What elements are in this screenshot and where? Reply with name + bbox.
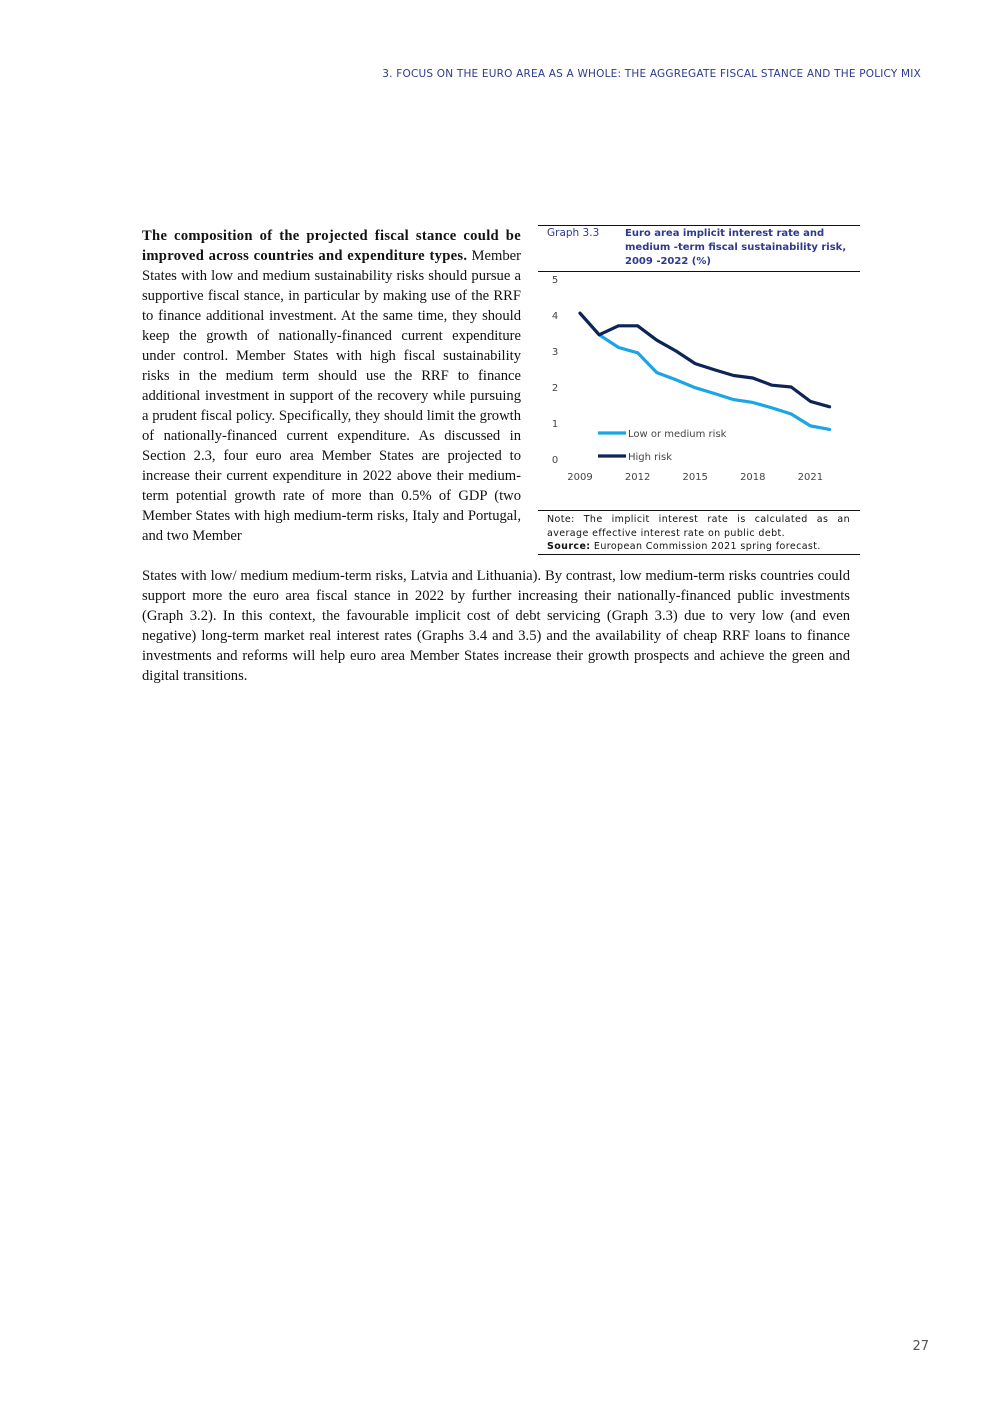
graph-note-text: Note: The implicit interest rate is calculated as an average effective interest rate on public debt. xyxy=(547,514,850,539)
graph-note-rule xyxy=(538,510,860,511)
paragraph-text-part1: Member States with low and medium sustainability risks should pursue a supportive fiscal stance, in particular by making use of the RRF to finance additional investment. At the same time, they should keep the growth of nationally-financed current expenditure under control. Member States with high fiscal sustainability risks in the medium term should use the RRF to finance additional investment in support of the recovery while pursuing a prudent fiscal policy. Specifically, they should limit the growth of nationally-financed current expenditure. As discussed in Section 2.3, four euro area Member States are projected to increase their current expenditure in 2022 above their medium-term potential growth rate of more than 0.5% of GDP (two Member States with high medium-term risks, Italy and Portugal, and two Member xyxy=(142,248,521,544)
graph-bottom-rule xyxy=(538,554,860,555)
legend-label: High risk xyxy=(628,452,673,463)
y-tick-label: 2 xyxy=(551,383,559,394)
graph-title: Euro area implicit interest rate and medium -term fiscal sustainability risk, 2009 -2022 (%) xyxy=(625,228,847,267)
y-tick-label: 0 xyxy=(551,455,559,466)
graph-number: Graph 3.3 xyxy=(547,227,600,239)
x-tick-label: 2021 xyxy=(797,472,824,483)
graph-source-text: European Commission 2021 spring forecast. xyxy=(593,541,821,552)
series-line-low-medium-risk xyxy=(580,313,830,429)
graph-3-3 xyxy=(538,225,860,556)
x-tick-label: 2018 xyxy=(740,472,766,483)
graph-source-label: Source: xyxy=(547,541,591,552)
page-number: 27 xyxy=(912,1339,929,1354)
paragraph-lead: The composition of the projected fiscal stance could be improved across countries and expenditure types. xyxy=(142,228,521,264)
graph-note xyxy=(547,513,850,554)
y-tick-label: 3 xyxy=(551,347,559,358)
x-tick-label: 2012 xyxy=(624,472,651,483)
x-tick-label: 2009 xyxy=(567,472,593,483)
y-tick-label: 5 xyxy=(551,275,559,286)
y-tick-label: 4 xyxy=(551,311,559,322)
graph-top-rule xyxy=(538,225,860,226)
y-tick-label: 1 xyxy=(551,419,559,430)
graph-title-rule xyxy=(538,271,860,272)
running-header: 3. FOCUS ON THE EURO AREA AS A WHOLE: THE AGGREGATE FISCAL STANCE AND THE POLICY MIX xyxy=(382,68,921,80)
series-line-high-risk xyxy=(580,313,830,407)
line-chart xyxy=(538,273,860,507)
body-paragraph-column xyxy=(142,226,521,546)
legend-label: Low or medium risk xyxy=(628,429,727,440)
x-tick-label: 2015 xyxy=(682,472,708,483)
body-paragraph-full: States with low/ medium medium-term risks, Latvia and Lithuania). By contrast, low medium-term risks countries could support more the euro area fiscal stance in 2022 by further increasing their nationally-financed public investments (Graph 3.2). In this context, the favourable implicit cost of debt servicing (Graph 3.3) due to very low (and even negative) long-term market real interest rates (Graphs 3.4 and 3.5) and the availability of cheap RRF loans to finance investments and reforms will help euro area Member States increase their growth prospects and achieve the green and digital transitions. xyxy=(142,568,850,684)
